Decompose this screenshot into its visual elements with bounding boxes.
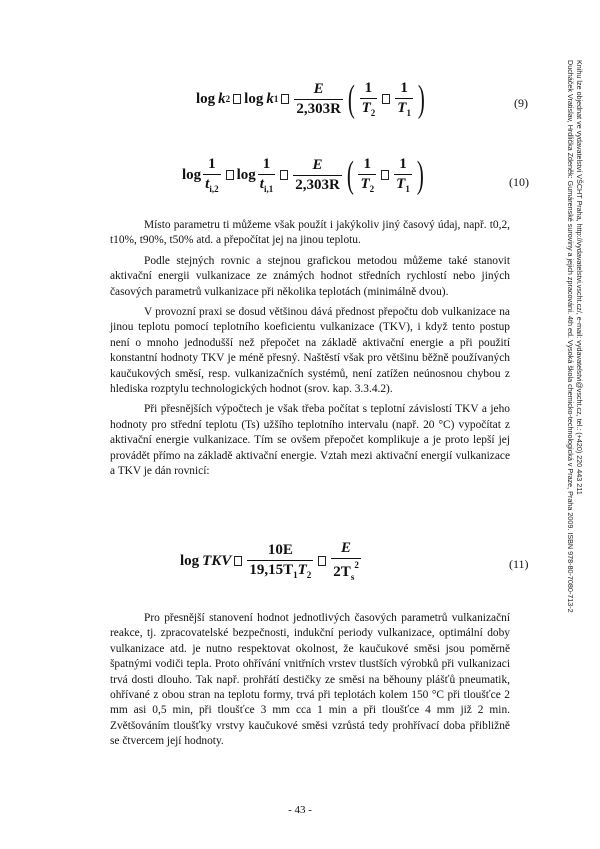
missing-glyph-box — [280, 170, 288, 180]
fraction-one-over-t2 — [360, 80, 378, 118]
denominator — [331, 558, 361, 582]
fraction-one-over-t2 — [358, 156, 376, 194]
var-t: T — [297, 562, 307, 578]
paragraph: Při přesnějších výpočtech je však třeba počítat s teplotní závislostí TKV a jeho hodnoty pro střední teplotu (Ts) užšího teplotního intervalu (např. 20 °C) vypočítat z aktivační energie vulkanizace. Tím se ovšem přepočet komplikuje a je proto lepší jej provádět přímo na základě aktivační energie. Vztah mezi aktivační energií vulkanizace a TKV je dán rovnicí: — [110, 403, 510, 478]
numerator: 1 — [400, 80, 408, 96]
var-k: k — [266, 90, 274, 107]
numerator: 10E — [267, 542, 293, 558]
denominator — [395, 98, 413, 118]
fraction-10e — [247, 542, 313, 580]
missing-glyph-box — [226, 170, 234, 180]
equation-number: (11) — [509, 557, 529, 571]
numerator: 1 — [262, 156, 271, 172]
superscript: 2 — [354, 560, 359, 570]
var-t: T — [397, 100, 407, 116]
subscript: s — [350, 572, 355, 582]
equation-11 — [180, 540, 363, 582]
side-note-line: Knihu lze objednat ve vydavatelství VŠCHT Praha, http://vydavatelstvi.vscht.cz/, e-mail: vydavatelstvi@vscht.cz, tel.: (+420) 220 443 211 — [575, 60, 584, 495]
den-part: 19,15T — [249, 562, 294, 578]
log-label: log — [180, 552, 200, 569]
fraction-one-over-t1 — [395, 80, 413, 118]
fraction-e-over-r — [293, 157, 342, 194]
fraction-one-over-ti2 — [203, 156, 220, 194]
subscript: 2 — [306, 570, 312, 580]
right-paren: ) — [416, 154, 424, 196]
fraction-e-over-2ts2 — [331, 540, 361, 582]
side-note-line: Ducháček Vratislav, Hrdlička Zdeněk: Gumárenské suroviny a jejich zpracování. 4th ed. Vysoká škola chemicko-technologická v Praze, Praha 2009. ISBN 978-80-7080-713-2 — [566, 60, 575, 613]
missing-glyph-box — [234, 556, 242, 566]
fraction-one-over-t1 — [394, 156, 412, 194]
subscript: i,2 — [209, 184, 219, 194]
paragraph: Podle stejných rovnic a stejnou grafickou metodou můžeme také stanovit aktivační energii vulkanizace ze známých hodnot středních rychlostí nebo jiných časových parametrů vulkanizace při několika teplotách (minimálně dvou). — [110, 254, 510, 298]
equation-number: (10) — [509, 175, 529, 189]
var-tkv: TKV — [202, 552, 232, 569]
var-t: T — [396, 176, 406, 192]
equation-9 — [196, 80, 428, 118]
log-label: log — [182, 166, 202, 183]
numerator: 1 — [364, 80, 373, 96]
subscript: 1 — [406, 108, 411, 118]
page-number: - 43 - — [288, 804, 312, 816]
var-t: t — [205, 176, 210, 192]
numerator: 1 — [399, 156, 407, 172]
left-paren: ( — [346, 154, 354, 196]
denominator — [360, 98, 378, 118]
equation-10 — [182, 156, 426, 194]
body-text-lower — [110, 611, 510, 750]
den-part: 2T — [333, 564, 351, 580]
subscript: i,1 — [263, 184, 274, 194]
denominator — [247, 560, 313, 580]
missing-glyph-box — [281, 94, 289, 104]
var-t: t — [259, 176, 264, 192]
subscript: 1 — [273, 94, 279, 104]
denominator — [203, 174, 220, 194]
right-paren: ) — [417, 78, 425, 120]
numerator: 1 — [208, 156, 216, 172]
missing-glyph-box — [381, 170, 389, 180]
missing-glyph-box — [382, 94, 390, 104]
log-label: log — [196, 90, 216, 107]
numerator: E — [313, 80, 324, 97]
var-t: T — [360, 176, 370, 192]
subscript: 1 — [405, 184, 410, 194]
paragraph: V provozní praxi se dosud většinou dává přednost přepočtu dob vulkanizace na jinou teplotu pomocí teplotního koeficientu vulkanizace (TKV), i když tento postup není o mnoho jednodušší než přepočet na základě aktivační energie a při použití konstantní hodnoty TKV je méně přesný. Naštěstí však pro většinu běžně používaných kaučukových směsí, resp. vulkanizačních systémů, není zatížen neúnosnou chybou z hlediska rozptylu technologických hodnot (srov. kap. 3.3.4.2). — [110, 306, 510, 396]
numerator: E — [341, 540, 352, 556]
left-paren: ( — [347, 78, 355, 120]
var-k: k — [218, 90, 226, 107]
subscript: 2 — [370, 108, 376, 118]
denominator: 2,303R — [295, 176, 340, 193]
denominator: 2,303R — [296, 100, 341, 117]
subscript: 2 — [225, 94, 231, 104]
equation-number: (9) — [514, 96, 528, 110]
subscript: 2 — [369, 184, 375, 194]
paragraph: Místo parametru ti můžeme však použít i jakýkoliv jiný časový údaj, např. t0,2, t10%, t90%, t50% atd. a přepočítat jej na jinou teplotu. — [110, 219, 510, 247]
side-note — [566, 60, 584, 613]
numerator: E — [312, 156, 323, 173]
subscript: 1 — [293, 570, 298, 580]
paragraph: Pro přesnější stanovení hodnot jednotlivých časových parametrů vulkanizační reakce, tj. zpracovatelské bezpečnosti, indukční periody vulkanizace, optimální doby vulkanizace atd. je nutno respektovat okolnost, že kaučukové směsi jsou poměrně špatnými vodiči tepla. Proto ohřívání vnitřních vrstev tlustších výrobků při vulkanizaci trvá dosti dlouho. Tak např. prohřátí destičky ze směsi na běhouny plášťů pneumatik, ohřívané z obou stran na teplotu formy, trvá při teplotách kolem 150 °C při tloušťce 2 mm asi 0,5 min, při tloušťce 3 mm cca 1 min a při tloušťce 4 mm již 2 min. Zvětšováním tloušťky vrstvy kaučukové směsi vzrůstá tedy prohřívací doba přibližně se čtvercem její hodnoty. — [110, 612, 510, 748]
denominator — [394, 174, 412, 194]
missing-glyph-box — [318, 556, 326, 566]
var-t: T — [361, 100, 371, 116]
body-text-upper — [110, 218, 510, 480]
log-label: log — [236, 166, 256, 183]
fraction-one-over-ti1 — [258, 156, 275, 194]
numerator: 1 — [363, 156, 372, 172]
missing-glyph-box — [233, 94, 241, 104]
denominator — [358, 174, 376, 194]
log-label: log — [244, 90, 264, 107]
denominator — [258, 174, 275, 194]
fraction-e-over-r — [294, 81, 343, 118]
